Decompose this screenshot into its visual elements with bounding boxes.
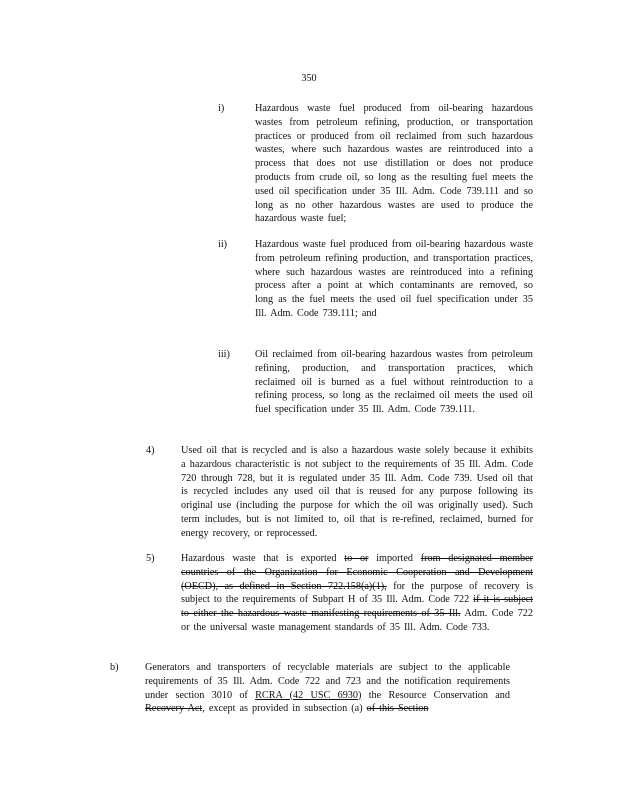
item-5-text-part-2: imported <box>368 553 421 564</box>
item-marker-5: 5) <box>146 553 155 564</box>
item-marker-iii: iii) <box>218 349 230 360</box>
item-5-deleted-1: to or <box>344 553 369 564</box>
item-5-deleted-2: from designated member countries of the Organization for Economic Cooperation and Development (OECD), as defined in Section 722.158(a)(1), <box>181 553 533 592</box>
item-b-deleted-1: Recovery Act <box>145 703 203 715</box>
item-marker-i: i) <box>218 103 225 114</box>
item-i-text: Hazardous waste fuel produced from oil-bearing hazardous wastes from petroleum refining, production, or transportation practices or produced from oil reclaimed from such hazardous wastes, where such hazardous wastes are reintroduced into a process that does not use distillation or does not produce products from crude oil, so long as the resulting fuel meets the used oil specification under 35 Ill. Adm. Code 739.111 and so long as no other hazardous wastes are used to produce the hazardous waste fuel; <box>255 103 533 225</box>
page-number: 350 <box>301 73 317 84</box>
item-b-inserted-1: RCRA (42 USC 6930) <box>255 689 362 701</box>
item-4-text: Used oil that is recycled and is also a hazardous waste solely because it exhibits a hazardous characteristic is not subject to the requirements of 35 Ill. Adm. Code 720 through 728, but it is regulated under 35 Ill. Adm. Code 739. Used oil that is recycled includes any used oil that is reused for any purpose following its original use (including the purpose for which the oil was originally used). Such term includes, but is not limited to, oil that is re-refined, reclaimed, burned for energy recovery, or reprocessed. <box>181 445 533 539</box>
item-iii-text: Oil reclaimed from oil-bearing hazardous wastes from petroleum refining, production, and transportation practices, which reclaimed oil is burned as a fuel without reintroduction to a refining process, so long as the reclaimed oil meets the used oil fuel specification under 35 Ill. Adm. Code 739.111. <box>255 349 533 416</box>
item-5-text-part-1: Hazardous waste that is exported <box>181 553 345 564</box>
item-ii-text: Hazardous waste fuel produced from oil-bearing hazardous waste from petroleum refining production, and transportation practices, where such hazardous wastes are reintroduced into a refining process after a point at which contaminants are removed, so long as the fuel meets the used oil fuel specification under 35 Ill. Adm. Code 739.111; and <box>255 239 533 319</box>
item-5-deleted-3: if it is subject to either the hazardous waste manifesting requirements of 35 Ill. <box>181 594 533 620</box>
item-b-deleted-2: of this Section <box>366 703 429 715</box>
item-b-text <box>145 661 510 716</box>
item-b-text-part-2: the Resource Conservation and <box>361 689 510 701</box>
item-b-text-part-3: , except as provided in subsection (a) <box>202 703 367 715</box>
item-5-text-part-4: Adm. Code 722 or the universal waste management standards of 35 Ill. Adm. Code 733. <box>181 608 533 633</box>
item-5-text-part-3: for the purpose of recovery is subject to the requirements of Subpart H of 35 Ill. Adm. Code 722 <box>181 580 533 606</box>
item-5-text <box>181 552 533 635</box>
item-marker-b: b) <box>110 662 119 673</box>
item-b-text-part-1: Generators and transporters of recyclable materials are subject to the applicable requirements of 35 Ill. Adm. Code 722 and 723 and the notification requirements under section 3010 of <box>145 662 510 701</box>
item-marker-4: 4) <box>146 445 155 456</box>
item-marker-ii: ii) <box>218 239 228 250</box>
